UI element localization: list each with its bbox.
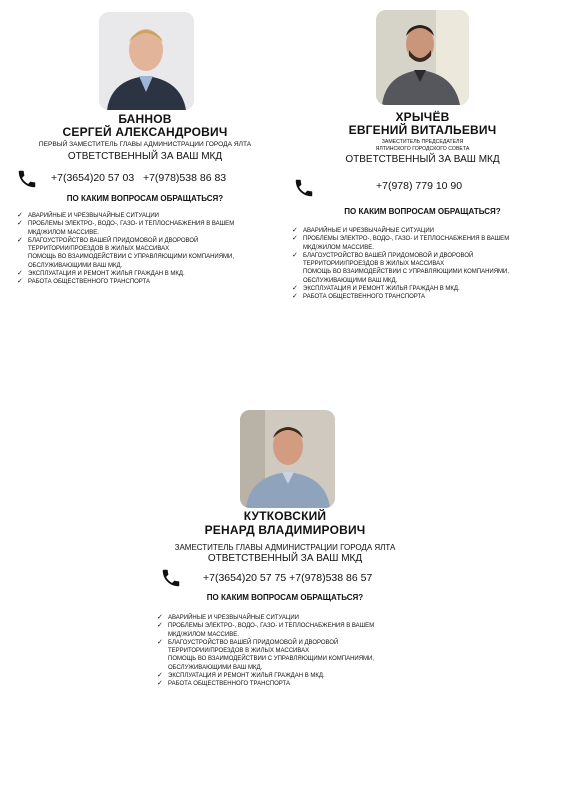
phone-numbers: +7(3654)20 57 03 +7(978)538 86 83: [51, 172, 227, 184]
person-surname: КУТКОВСКИЙ: [243, 509, 327, 523]
list-item: ✓ РАБОТА ОБЩЕСТВЕННОГО ТРАНСПОРТА: [292, 293, 426, 301]
checkmark-icon: ✓: [17, 278, 23, 286]
person-position: ЗАМЕСТИТЕЛЬ ГЛАВЫ АДМИНИСТРАЦИИ ГОРОДА ЯЛТА: [174, 543, 396, 552]
list-item: ✓ БЛАГОУСТРОЙСТВО ВАШЕЙ ПРИДОМОВОЙ И ДВОРОВОЙ ТЕРРИТОРИИ/ПРОЕЗДОВ В ЖИЛЫХ МАССИВАХ ПОМОЩЬ ВО ВЗАИМОДЕЙСТВИИ С УПРАВЛЯЮЩИМИ КОМПАНИЯМИ, ОБСЛУЖИВАЮЩИМИ ВАШ МКД.: [157, 638, 375, 671]
topics-list: [17, 212, 282, 287]
checkmark-icon: ✓: [157, 614, 163, 621]
list-item: ✓ ПРОБЛЕМЫ ЭЛЕКТРО-, ВОДО-, ГАЗО- И ТЕПЛОСНАБЖЕНИЯ В ВАШЕМ МКД/ЖИЛОМ МАССИВЕ.: [17, 220, 235, 236]
list-item: ✓ ЭКСПЛУАТАЦИЯ И РЕМОНТ ЖИЛЬЯ ГРАЖДАН В МКД.: [157, 672, 325, 680]
checkmark-icon: ✓: [17, 270, 23, 278]
checkmark-icon: ✓: [17, 220, 23, 228]
list-item: ✓ РАБОТА ОБЩЕСТВЕННОГО ТРАНСПОРТА: [157, 680, 291, 688]
portrait-photo: [99, 12, 194, 110]
questions-heading: ПО КАКИМ ВОПРОСАМ ОБРАЩАТЬСЯ?: [344, 207, 501, 216]
questions-heading: ПО КАКИМ ВОПРОСАМ ОБРАЩАТЬСЯ?: [66, 194, 224, 203]
person-given-name: РЕНАРД ВЛАДИМИРОВИЧ: [204, 523, 366, 537]
phone-icon: [293, 177, 315, 199]
list-item: ✓ АВАРИЙНЫЕ И ЧРЕЗВЫЧАЙНЫЕ СИТУАЦИИ: [17, 212, 159, 219]
list-item: ✓ АВАРИЙНЫЕ И ЧРЕЗВЫЧАЙНЫЕ СИТУАЦИИ: [292, 227, 434, 234]
person-surname: БАННОВ: [118, 112, 172, 126]
person-position-line-1: ЗАМЕСТИТЕЛЬ ПРЕДСЕДАТЕЛЯ: [381, 139, 464, 145]
responsible-label: ОТВЕТСТВЕННЫЙ ЗА ВАШ МКД: [207, 553, 363, 564]
responsible-label: ОТВЕТСТВЕННЫЙ ЗА ВАШ МКД: [67, 151, 223, 162]
person-surname: ХРЫЧЁВ: [395, 110, 450, 124]
contact-card-khrychev: [280, 0, 565, 340]
checkmark-icon: ✓: [157, 622, 163, 630]
checkmark-icon: ✓: [292, 227, 298, 234]
person-given-name: ЕВГЕНИЙ ВИТАЛЬЕВИЧ: [348, 123, 497, 137]
list-item: ✓ ПРОБЛЕМЫ ЭЛЕКТРО-, ВОДО-, ГАЗО- И ТЕПЛОСНАБЖЕНИЯ В ВАШЕМ МКД/ЖИЛОМ МАССИВЕ.: [292, 235, 510, 251]
list-item: ✓ АВАРИЙНЫЕ И ЧРЕЗВЫЧАЙНЫЕ СИТУАЦИИ: [157, 614, 299, 621]
list-item: ✓ ЭКСПЛУАТАЦИЯ И РЕМОНТ ЖИЛЬЯ ГРАЖДАН В МКД.: [292, 285, 460, 293]
list-item: ✓ ПРОБЛЕМЫ ЭЛЕКТРО-, ВОДО-, ГАЗО- И ТЕПЛОСНАБЖЕНИЯ В ВАШЕМ МКД/ЖИЛОМ МАССИВЕ.: [157, 622, 375, 638]
questions-heading: ПО КАКИМ ВОПРОСАМ ОБРАЩАТЬСЯ?: [206, 593, 364, 602]
checkmark-icon: ✓: [292, 235, 298, 243]
portrait-illustration: [376, 10, 469, 105]
portrait-illustration: [240, 410, 335, 508]
checkmark-icon: ✓: [157, 672, 163, 680]
checkmark-icon: ✓: [17, 236, 23, 244]
list-item: ✓ БЛАГОУСТРОЙСТВО ВАШЕЙ ПРИДОМОВОЙ И ДВОРОВОЙ ТЕРРИТОРИИ/ПРОЕЗДОВ В ЖИЛЫХ МАССИВАХ ПОМОЩЬ ВО ВЗАИМОДЕЙСТВИИ С УПРАВЛЯЮЩИМИ КОМПАНИЯМИ, ОБСЛУЖИВАЮЩИМИ ВАШ МКД.: [17, 236, 235, 269]
responsible-label: ОТВЕТСТВЕННЫЙ ЗА ВАШ МКД: [345, 154, 500, 165]
list-item: ✓ РАБОТА ОБЩЕСТВЕННОГО ТРАНСПОРТА: [17, 278, 151, 286]
list-item: ✓ БЛАГОУСТРОЙСТВО ВАШЕЙ ПРИДОМОВОЙ И ДВОРОВОЙ ТЕРРИТОРИИ/ПРОЕЗДОВ В ЖИЛЫХ МАССИВАХ ПОМОЩЬ ВО ВЗАИМОДЕЙСТВИИ С УПРАВЛЯЮЩИМИ КОМПАНИЯМИ, ОБСЛУЖИВАЮЩИМИ ВАШ МКД.: [292, 251, 510, 284]
checkmark-icon: ✓: [17, 212, 23, 219]
phone-icon: [16, 168, 38, 190]
portrait-photo: [376, 10, 469, 105]
checkmark-icon: ✓: [292, 285, 298, 293]
person-position-line-2: ЯЛТИНСКОГО ГОРОДСКОГО СОВЕТА: [375, 146, 470, 152]
portrait-illustration: [99, 12, 194, 110]
topics-list: [292, 227, 560, 302]
person-position: ПЕРВЫЙ ЗАМЕСТИТЕЛЬ ГЛАВЫ АДМИНИСТРАЦИИ ГОРОДА ЯЛТА: [38, 141, 252, 148]
phone-icon: [160, 567, 182, 589]
contact-card-bannov: [0, 0, 290, 330]
topics-list: [157, 614, 425, 689]
phone-numbers: +7(3654)20 57 75 +7(978)538 86 57: [203, 572, 373, 584]
person-given-name: СЕРГЕЙ АЛЕКСАНДРОВИЧ: [62, 125, 228, 139]
checkmark-icon: ✓: [157, 680, 163, 688]
contact-card-kutkovsky: [140, 400, 430, 730]
phone-numbers: +7(978) 779 10 90: [376, 180, 463, 192]
checkmark-icon: ✓: [292, 293, 298, 301]
checkmark-icon: ✓: [157, 638, 163, 646]
list-item: ✓ ЭКСПЛУАТАЦИЯ И РЕМОНТ ЖИЛЬЯ ГРАЖДАН В МКД.: [17, 270, 185, 278]
portrait-photo: [240, 410, 335, 508]
checkmark-icon: ✓: [292, 251, 298, 259]
